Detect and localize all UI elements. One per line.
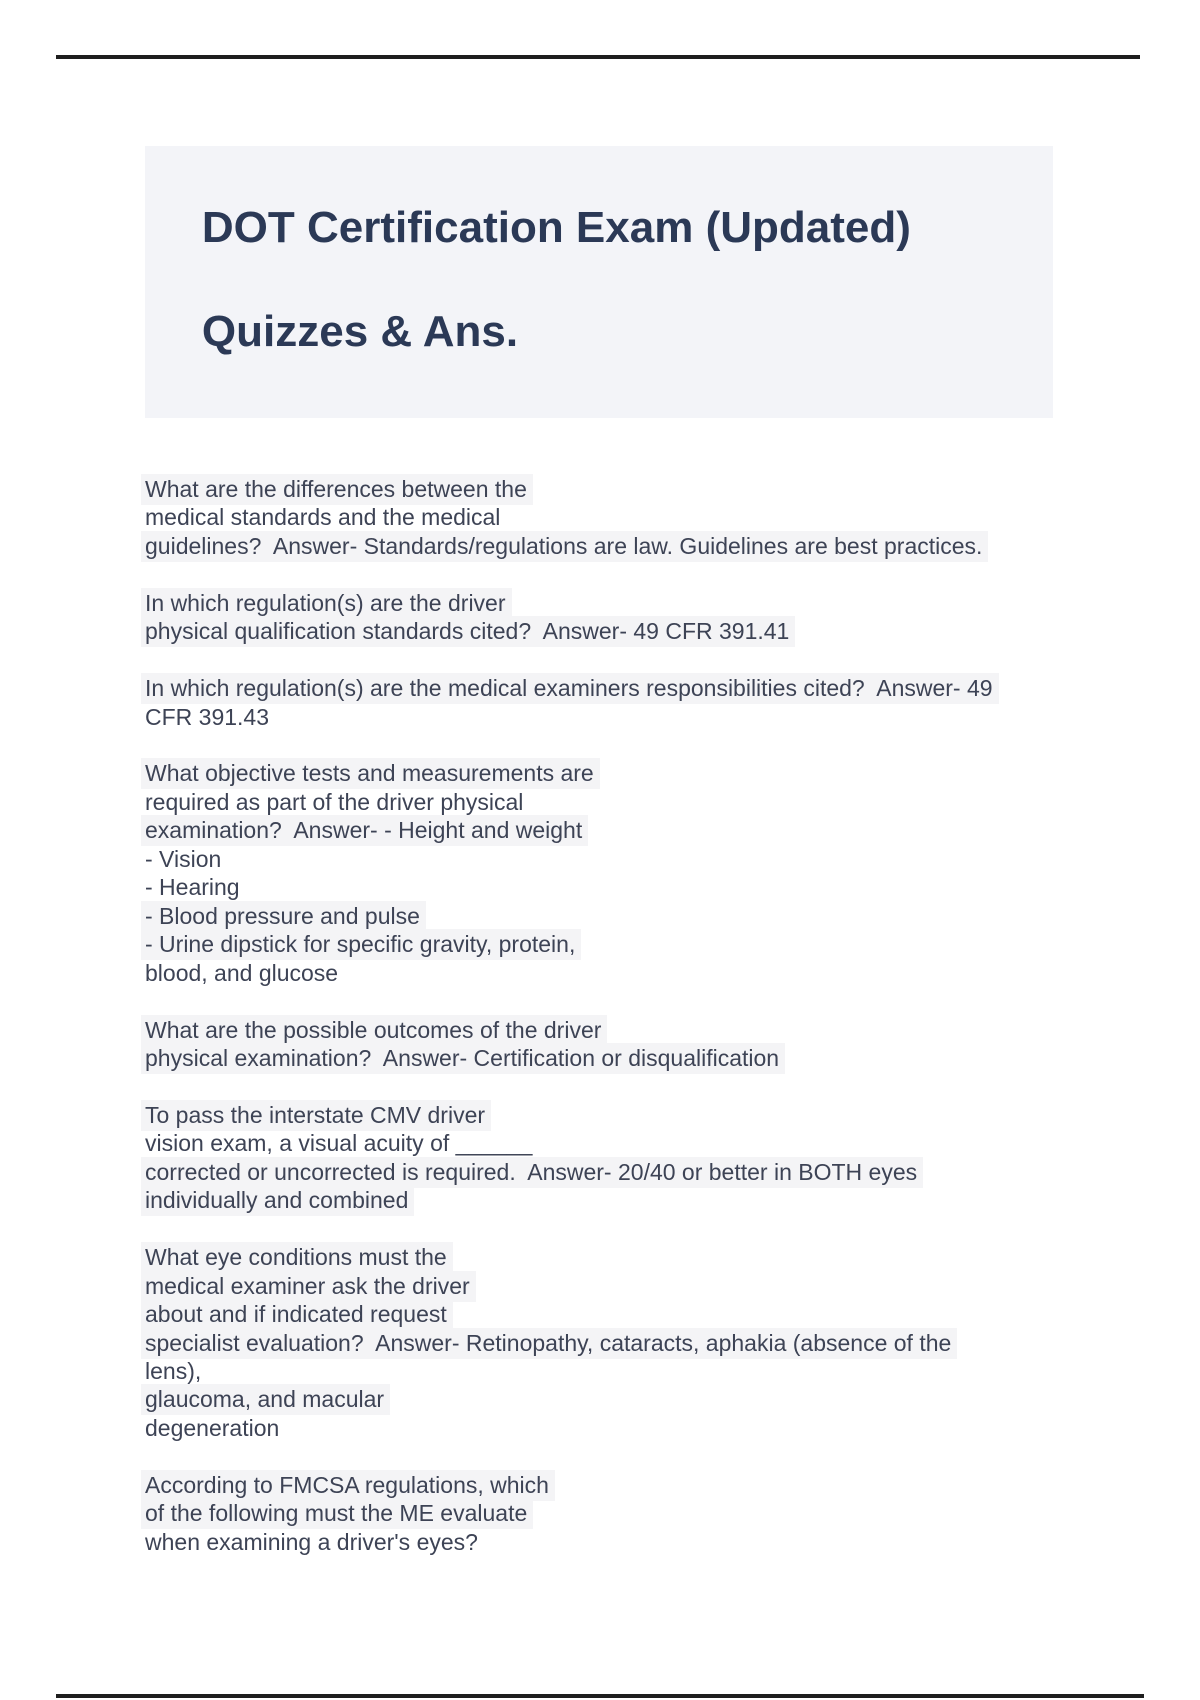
text-line: when examining a driver's eyes? [145,1528,478,1555]
paragraph [145,1016,1155,1073]
paragraph [145,674,1155,731]
highlighted-text-line: individually and combined [141,1185,414,1216]
paragraph [145,1471,1155,1556]
paragraph [145,475,1155,560]
paragraph [145,759,1155,987]
text-line: blood, and glucose [145,959,339,986]
highlighted-text-line: of the following must the ME evaluate [141,1498,533,1529]
highlighted-text-line: examination? Answer- - Height and weight [141,815,588,846]
paragraph [145,1101,1155,1215]
paragraph [145,1243,1155,1442]
document-body [145,475,1155,1585]
highlighted-text-line: - Urine dipstick for specific gravity, protein, [141,929,581,960]
highlighted-text-line: physical examination? Answer- Certification or disqualification [141,1043,785,1074]
text-line: - Hearing [145,874,240,901]
highlighted-text-line: - Blood pressure and pulse [141,901,426,932]
highlighted-text-line: corrected or uncorrected is required. Answer- 20/40 or better in BOTH eyes [141,1157,923,1188]
text-line: medical standards and the medical [145,504,501,531]
highlighted-text-line: According to FMCSA regulations, which [141,1470,555,1501]
highlighted-text-line: physical qualification standards cited? Answer- 49 CFR 391.41 [141,616,795,647]
text-line: lens), [145,1357,202,1384]
highlighted-text-line: What are the differences between the [141,474,533,505]
highlighted-text-line: glaucoma, and macular [141,1384,390,1415]
text-line: CFR 391.43 [145,703,270,730]
highlighted-text-line: specialist evaluation? Answer- Retinopathy, cataracts, aphakia (absence of the [141,1328,957,1359]
text-line: degeneration [145,1414,280,1441]
highlighted-text-line: What are the possible outcomes of the driver [141,1015,607,1046]
document-title [145,146,1053,418]
text-line: required as part of the driver physical [145,788,524,815]
title-line-1: DOT Certification Exam (Updated) [201,203,911,252]
highlighted-text-line: about and if indicated request [141,1299,453,1330]
top-rule [56,55,1140,59]
highlighted-text-line: guidelines? Answer- Standards/regulations are law. Guidelines are best practices. [141,531,988,562]
text-line: - Vision [145,845,222,872]
highlighted-text-line: To pass the interstate CMV driver [141,1100,491,1131]
highlighted-text-line: medical examiner ask the driver [141,1271,476,1302]
text-line: vision exam, a visual acuity of ______ [145,1130,533,1157]
highlighted-text-line: In which regulation(s) are the medical examiners responsibilities cited? Answer- 49 [141,673,999,704]
highlighted-text-line: What eye conditions must the [141,1242,453,1273]
bottom-rule [56,1694,1144,1698]
paragraph [145,589,1155,646]
highlighted-text-line: What objective tests and measurements are [141,758,600,789]
title-line-2: Quizzes & Ans. [201,307,519,356]
highlighted-text-line: In which regulation(s) are the driver [141,588,512,619]
